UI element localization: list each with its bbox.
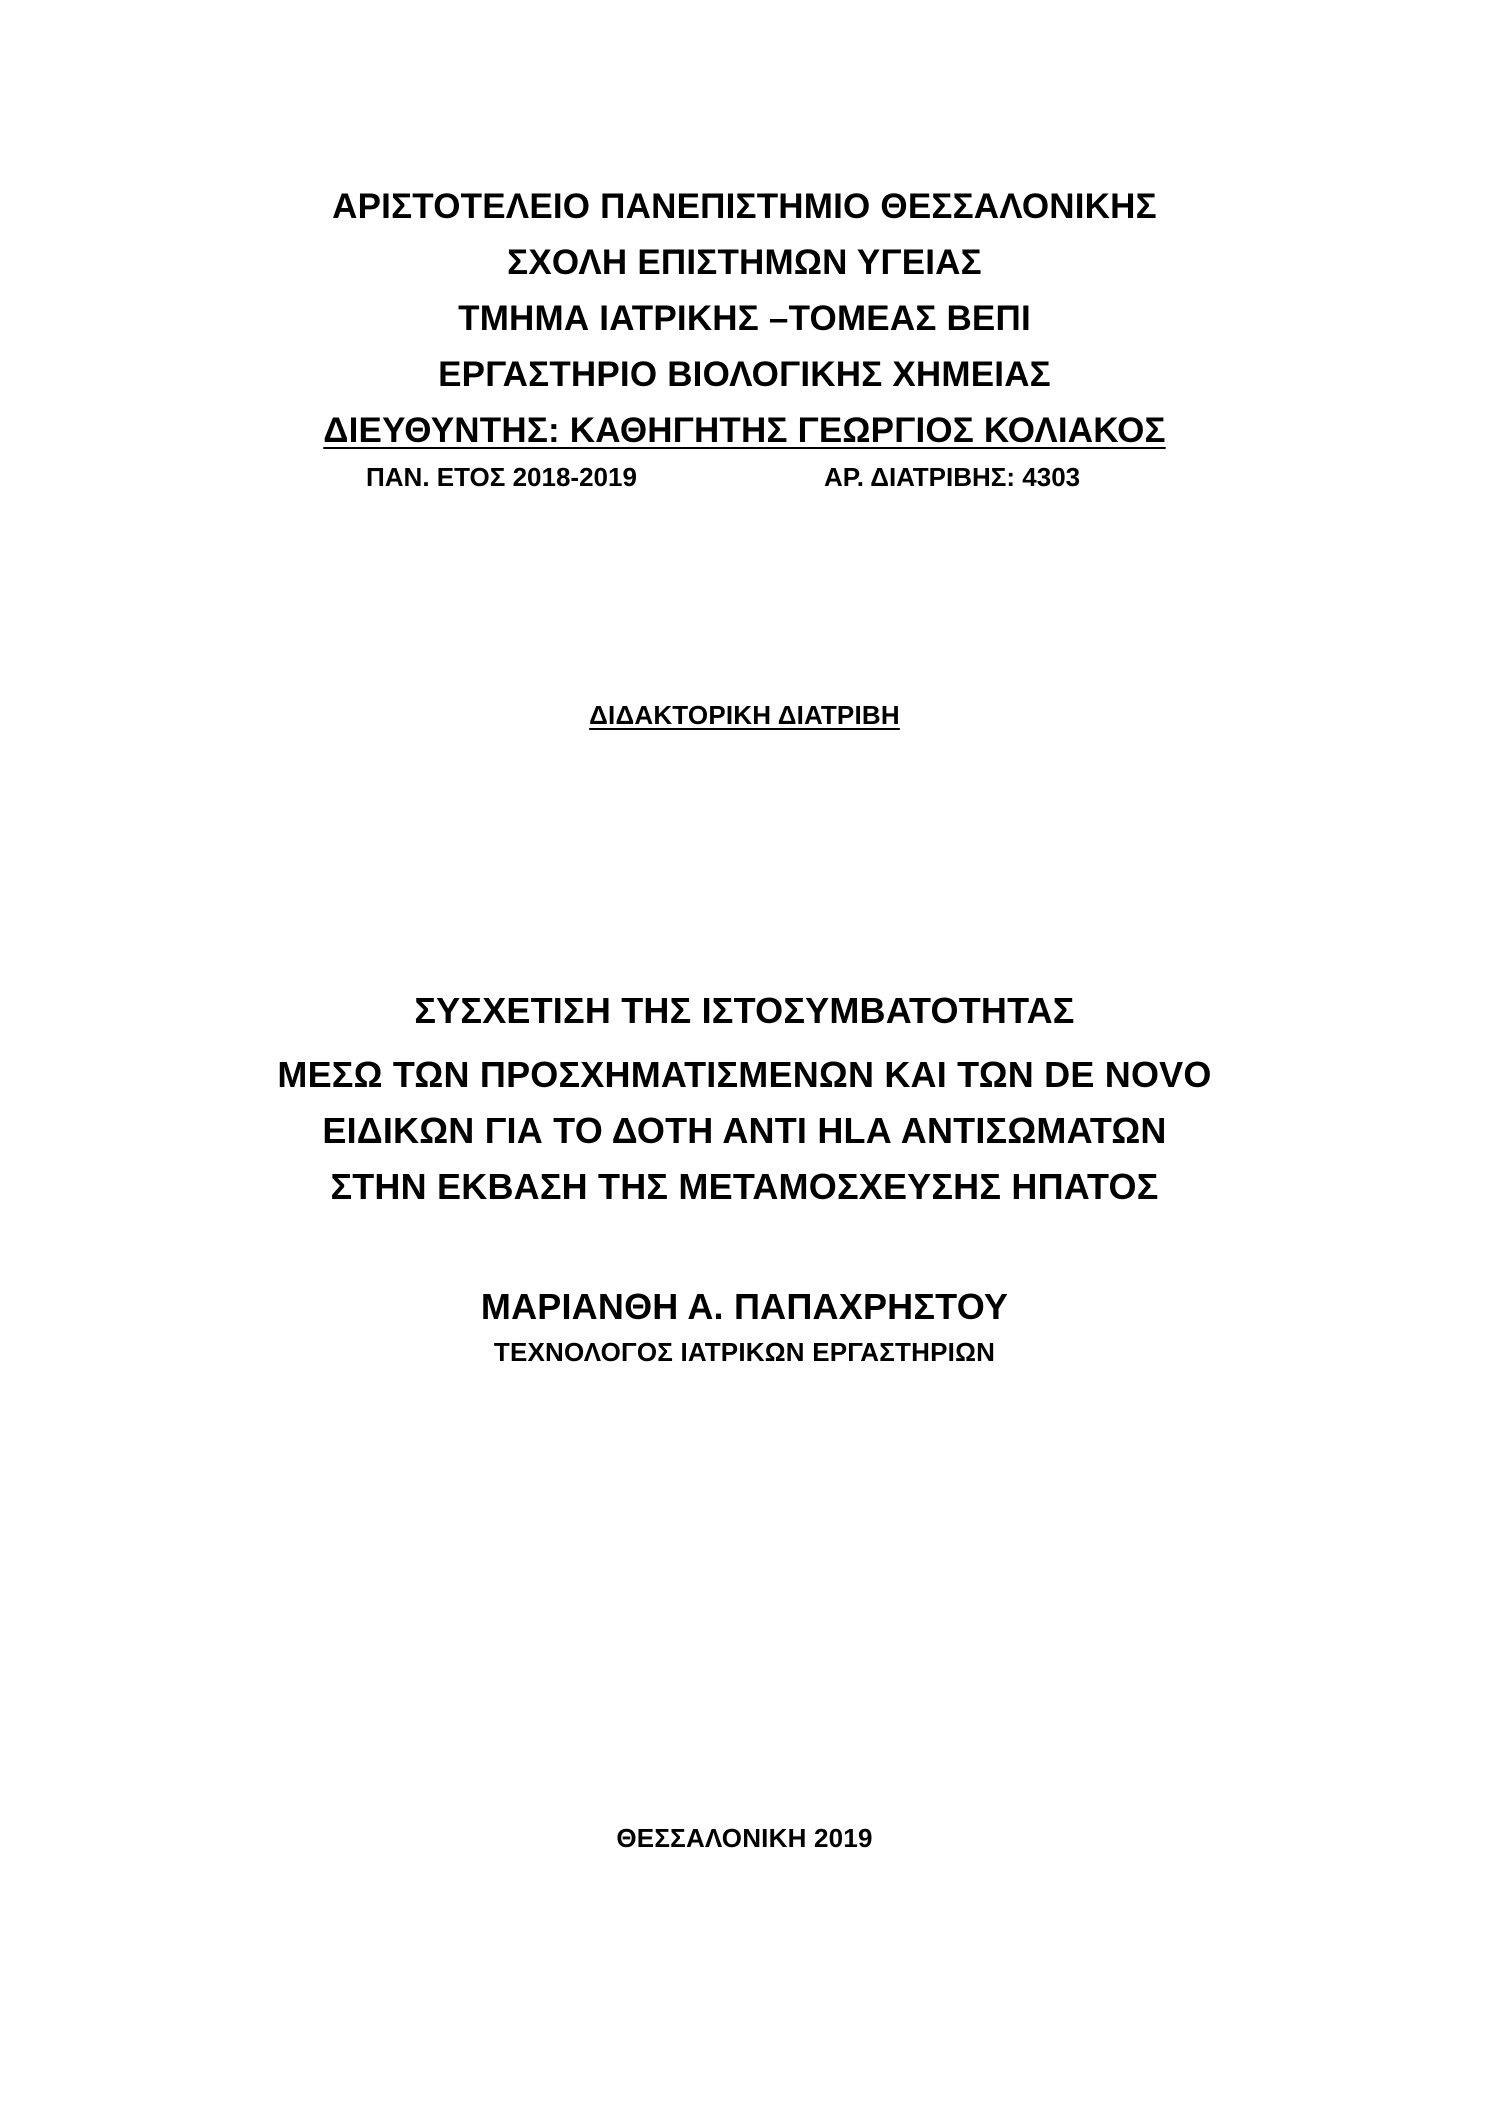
thesis-number: ΑΡ. ΔΙΑΤΡΙΒΗΣ: 4303 (824, 462, 1081, 492)
author-profession: ΤΕΧΝΟΛΟΓΟΣ ΙΑΤΡΙΚΩΝ ΕΡΓΑΣΤΗΡΙΩΝ (493, 1337, 996, 1367)
director-line: ΔΙΕΥΘΥΝΤΗΣ: ΚΑΘΗΓΗΤΗΣ ΓΕΩΡΓΙΟΣ ΚΟΛΙΑΚΟΣ (323, 411, 1166, 450)
thesis-title-line-2: ΜΕΣΩ ΤΩΝ ΠΡΟΣΧΗΜΑΤΙΣΜΕΝΩΝ ΚΑΙ ΤΩΝ DE NOVO (277, 1054, 1212, 1095)
school-name: ΣΧΟΛΗ ΕΠΙΣΤΗΜΩΝ ΥΓΕΙΑΣ (507, 243, 982, 282)
thesis-title-line-1: ΣΥΣΧΕΤΙΣΗ ΤΗΣ ΙΣΤΟΣΥΜΒΑΤΟΤΗΤΑΣ (414, 990, 1075, 1031)
university-name: ΑΡΙΣΤΟΤΕΛΕΙΟ ΠΑΝΕΠΙΣΤΗΜΙΟ ΘΕΣΣΑΛΟΝΙΚΗΣ (332, 187, 1157, 226)
department-name: ΤΜΗΜΑ ΙΑΤΡΙΚΗΣ –ΤΟΜΕΑΣ ΒΕΠΙ (458, 299, 1031, 338)
place-year: ΘΕΣΣΑΛΟΝΙΚΗ 2019 (616, 1823, 873, 1853)
thesis-title-line-3: ΕΙΔΙΚΩΝ ΓΙΑ ΤΟ ΔΟΤΗ ΑΝΤΙ HLA ΑΝΤΙΣΩΜΑΤΩΝ (322, 1110, 1167, 1151)
document-type: ΔΙΔΑΚΤΟΡΙΚΗ ΔΙΑΤΡΙΒΗ (589, 700, 900, 730)
thesis-title-line-4: ΣΤΗΝ ΕΚΒΑΣΗ ΤΗΣ ΜΕΤΑΜΟΣΧΕΥΣΗΣ ΗΠΑΤΟΣ (330, 1166, 1159, 1207)
academic-year: ΠΑΝ. ΕΤΟΣ 2018-2019 (366, 462, 637, 492)
laboratory-name: ΕΡΓΑΣΤΗΡΙΟ ΒΙΟΛΟΓΙΚΗΣ ΧΗΜΕΙΑΣ (438, 355, 1051, 394)
author-name: ΜΑΡΙΑΝΘΗ Α. ΠΑΠΑΧΡΗΣΤΟΥ (480, 1286, 1009, 1327)
